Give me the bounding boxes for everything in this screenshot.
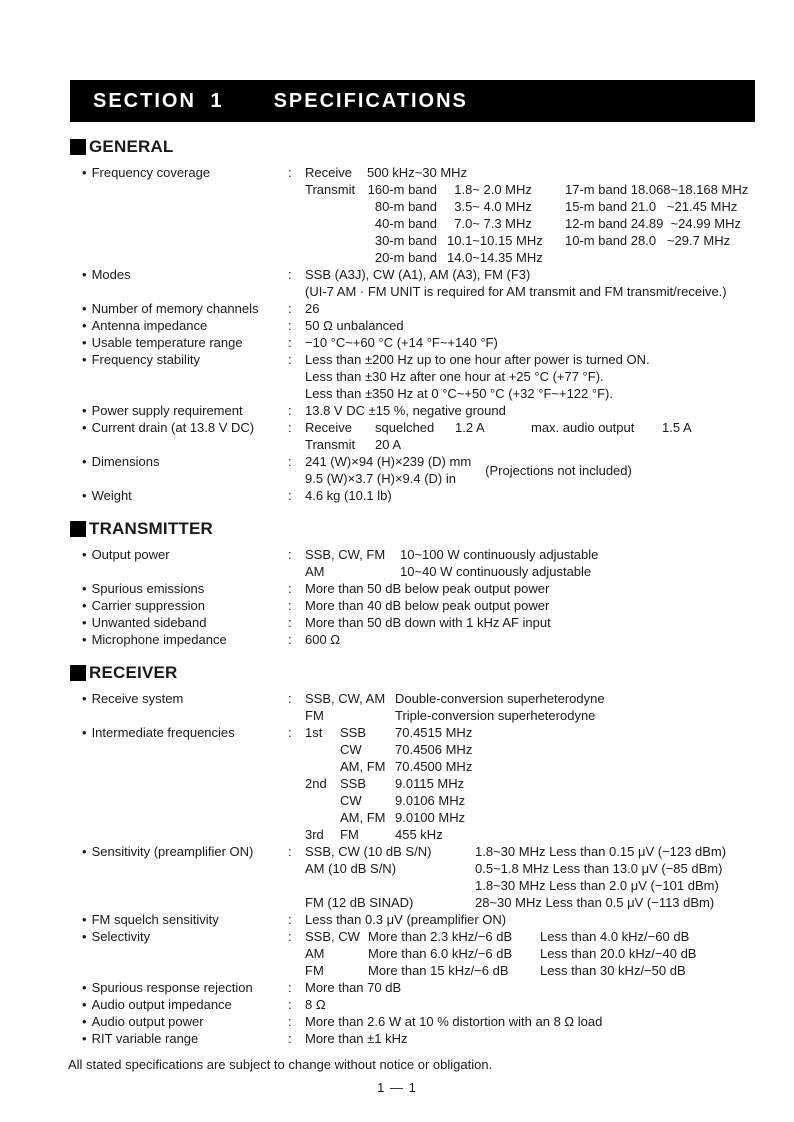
spec-value-cell: AM (10 dB S/N) xyxy=(305,861,397,876)
spec-value-cell: 455 kHz xyxy=(395,827,443,842)
spec-value-cell: FM xyxy=(305,963,324,978)
spec-value-cell: 1.8~30 MHz Less than 2.0 μV (−101 dBm) xyxy=(475,878,719,893)
spec-label xyxy=(70,979,288,996)
spec-item xyxy=(70,453,764,487)
spec-value-cell: 14.0~14.35 MHz xyxy=(447,250,543,265)
spec-value-cell: 1st xyxy=(305,725,323,740)
bullet-marker: • xyxy=(82,403,87,418)
spec-label xyxy=(70,402,288,419)
spec-value-line xyxy=(305,334,764,351)
dimensions-row xyxy=(305,453,632,487)
spec-value-cell: More than 2.3 kHz/−6 dB xyxy=(368,929,513,944)
spec-item xyxy=(70,164,764,266)
spec-value xyxy=(305,1030,764,1047)
colon-separator: : xyxy=(288,691,292,706)
spec-value-cell: 70.4500 MHz xyxy=(395,759,473,774)
spec-value-line xyxy=(305,283,764,300)
spec-value-line xyxy=(305,962,764,979)
bullet-marker: • xyxy=(82,598,87,613)
colon-separator: : xyxy=(288,267,292,282)
spec-label xyxy=(70,724,288,741)
spec-item xyxy=(70,911,764,928)
spec-value-cell: 17-m band 18.068~18.168 MHz xyxy=(565,182,749,197)
spec-value xyxy=(305,266,764,300)
section-receiver xyxy=(70,663,764,1047)
spec-value-cell: Less than ±200 Hz up to one hour after power is turned ON. xyxy=(305,352,650,367)
spec-value-line xyxy=(305,707,764,724)
spec-label-text: Sensitivity (preamplifier ON) xyxy=(91,844,254,859)
spec-value-cell: FM (12 dB SINAD) xyxy=(305,895,414,910)
spec-value-cell: CW xyxy=(340,742,362,757)
spec-value-line xyxy=(305,181,764,198)
spec-value xyxy=(305,690,764,724)
bullet-marker: • xyxy=(82,980,87,995)
spec-label xyxy=(70,1013,288,1030)
spec-label-text: Audio output impedance xyxy=(91,997,232,1012)
spec-label-text: Antenna impedance xyxy=(91,318,208,333)
spec-value-line xyxy=(305,996,764,1013)
spec-value-cell: 500 kHz~30 MHz xyxy=(367,165,468,180)
footer-note: All stated specifications are subject to change without notice or obligation. xyxy=(68,1057,493,1072)
spec-item xyxy=(70,487,764,504)
bullet-marker: • xyxy=(82,488,87,503)
spec-value-cell: 3.5~ 4.0 MHz xyxy=(447,199,532,214)
bullet-marker: • xyxy=(82,454,87,469)
spec-label-text: Output power xyxy=(91,547,170,562)
spec-label-text: Carrier suppression xyxy=(91,598,205,613)
spec-value-cell: More than 40 dB below peak output power xyxy=(305,598,550,613)
spec-value-cell: 12-m band 24.89 ~24.99 MHz xyxy=(565,216,741,231)
spec-label xyxy=(70,580,288,597)
spec-value-cell: 600 Ω xyxy=(305,632,341,647)
black-square-marker xyxy=(70,521,86,537)
spec-value-cell: 1.8~ 2.0 MHz xyxy=(447,182,532,197)
spec-value-cell: 13.8 V DC ±15 %, negative ground xyxy=(305,403,506,418)
spec-label xyxy=(70,300,288,317)
colon-separator: : xyxy=(288,318,292,333)
spec-value-cell: 9.0106 MHz xyxy=(395,793,466,808)
spec-value xyxy=(305,453,471,487)
spec-value-line xyxy=(305,1030,764,1047)
colon-separator: : xyxy=(288,165,292,180)
colon-separator: : xyxy=(288,980,292,995)
spec-value-cell: 10~100 W continuously adjustable xyxy=(400,547,599,562)
spec-value-cell: More than 50 dB below peak output power xyxy=(305,581,550,596)
bullet-marker: • xyxy=(82,615,87,630)
colon-separator: : xyxy=(288,488,292,503)
spec-value-cell: FM xyxy=(340,827,359,842)
spec-value-line xyxy=(305,232,764,249)
spec-item xyxy=(70,724,764,843)
spec-value xyxy=(305,996,764,1013)
spec-value-line xyxy=(305,436,764,453)
spec-value-cell: 28~30 MHz Less than 0.5 μV (−113 dBm) xyxy=(475,895,715,910)
spec-value-line xyxy=(305,402,764,419)
spec-value-cell: More than 2.6 W at 10 % distortion with an 8 Ω load xyxy=(305,1014,603,1029)
spec-value-line xyxy=(305,894,764,911)
spec-value-line xyxy=(305,775,764,792)
bullet-marker: • xyxy=(82,581,87,596)
spec-value-cell: 26 xyxy=(305,301,320,316)
spec-value-cell: Less than 30 kHz/−50 dB xyxy=(540,963,686,978)
bullet-marker: • xyxy=(82,547,87,562)
spec-value-cell: CW xyxy=(340,793,362,808)
section-general xyxy=(70,137,764,504)
spec-value-line xyxy=(305,453,471,470)
bullet-marker: • xyxy=(82,912,87,927)
spec-label xyxy=(70,996,288,1013)
spec-value-cell: More than 15 kHz/−6 dB xyxy=(368,963,509,978)
spec-value-cell: FM xyxy=(305,708,324,723)
spec-item xyxy=(70,351,764,402)
section-transmitter xyxy=(70,519,764,648)
spec-item xyxy=(70,843,764,911)
specifications-content xyxy=(70,137,764,1047)
spec-value-line xyxy=(305,741,764,758)
spec-label xyxy=(70,1030,288,1047)
spec-value-cell: 50 Ω unbalanced xyxy=(305,318,404,333)
spec-value xyxy=(305,317,764,334)
black-square-marker xyxy=(70,139,86,155)
spec-label xyxy=(70,843,288,860)
spec-item xyxy=(70,597,764,614)
spec-label xyxy=(70,164,288,181)
spec-label-text: Power supply requirement xyxy=(91,403,243,418)
spec-item xyxy=(70,928,764,979)
spec-value-cell: 20 A xyxy=(375,437,402,452)
spec-label-text: Spurious response rejection xyxy=(91,980,253,995)
spec-item xyxy=(70,614,764,631)
spec-item xyxy=(70,266,764,300)
spec-label-text: Microphone impedance xyxy=(91,632,227,647)
section-heading-general xyxy=(70,137,764,157)
spec-value xyxy=(305,911,764,928)
spec-value-cell: 9.0100 MHz xyxy=(395,810,466,825)
spec-label-text: Selectivity xyxy=(91,929,151,944)
page-number: 1 — 1 xyxy=(377,1080,417,1095)
spec-value-cell: More than 70 dB xyxy=(305,980,402,995)
spec-value xyxy=(305,300,764,317)
spec-item xyxy=(70,334,764,351)
spec-label xyxy=(70,597,288,614)
spec-value-cell: 15-m band 21.0 ~21.45 MHz xyxy=(565,199,738,214)
colon-separator: : xyxy=(288,615,292,630)
colon-separator: : xyxy=(288,997,292,1012)
spec-label-text: FM squelch sensitivity xyxy=(91,912,219,927)
colon-separator: : xyxy=(288,725,292,740)
spec-value-cell: Receive xyxy=(305,420,352,435)
bullet-marker: • xyxy=(82,352,87,367)
bullet-marker: • xyxy=(82,725,87,740)
bullet-marker: • xyxy=(82,335,87,350)
spec-value-line xyxy=(305,546,764,563)
colon-separator: : xyxy=(288,912,292,927)
projections-note: (Projections not included) xyxy=(485,462,632,478)
spec-value-cell: More than 50 dB down with 1 kHz AF input xyxy=(305,615,551,630)
spec-label-text: Intermediate frequencies xyxy=(91,725,235,740)
spec-item xyxy=(70,300,764,317)
spec-value-cell: 3rd xyxy=(305,827,324,842)
spec-label xyxy=(70,334,288,351)
spec-label-text: Weight xyxy=(91,488,132,503)
spec-value-line xyxy=(305,563,764,580)
spec-value-line xyxy=(305,198,764,215)
spec-value xyxy=(305,580,764,597)
spec-value-cell: 0.5~1.8 MHz Less than 13.0 μV (−85 dBm) xyxy=(475,861,723,876)
spec-value xyxy=(305,487,764,504)
spec-value-cell: SSB (A3J), CW (A1), AM (A3), FM (F3) xyxy=(305,267,531,282)
colon-separator: : xyxy=(288,403,292,418)
spec-value-cell: AM, FM xyxy=(340,810,386,825)
spec-value-line xyxy=(305,249,764,266)
spec-value-line xyxy=(305,300,764,317)
spec-value-cell: 9.5 (W)×3.7 (H)×9.4 (D) in xyxy=(305,471,456,486)
section-header-bar xyxy=(70,80,755,122)
spec-value xyxy=(305,631,764,648)
spec-value xyxy=(305,351,764,402)
spec-value-cell: Less than ±30 Hz after one hour at +25 °C (+77 °F). xyxy=(305,369,604,384)
section-number-label: SECTION 1 xyxy=(93,89,224,112)
spec-value-line xyxy=(305,1013,764,1030)
spec-label xyxy=(70,928,288,945)
spec-value-cell: Less than 0.3 μV (preamplifier ON) xyxy=(305,912,507,927)
spec-value-cell: 10-m band 28.0 ~29.7 MHz xyxy=(565,233,731,248)
section-title: RECEIVER xyxy=(89,663,178,682)
spec-value-cell: More than 6.0 kHz/−6 dB xyxy=(368,946,513,961)
section-heading-receiver xyxy=(70,663,764,683)
bullet-marker: • xyxy=(82,997,87,1012)
spec-value-line xyxy=(305,580,764,597)
colon-separator: : xyxy=(288,598,292,613)
spec-value xyxy=(305,843,764,911)
bullet-marker: • xyxy=(82,691,87,706)
spec-label xyxy=(70,266,288,283)
spec-value-line xyxy=(305,792,764,809)
spec-value xyxy=(305,402,764,419)
spec-value-line xyxy=(305,351,764,368)
colon-separator: : xyxy=(288,1031,292,1046)
bullet-marker: • xyxy=(82,844,87,859)
colon-separator: : xyxy=(288,581,292,596)
spec-label-text: Number of memory channels xyxy=(91,301,259,316)
spec-value xyxy=(305,546,764,580)
colon-separator: : xyxy=(288,352,292,367)
spec-value-cell: AM xyxy=(305,564,325,579)
spec-value-cell: 80-m band xyxy=(374,199,437,214)
spec-item xyxy=(70,979,764,996)
spec-item xyxy=(70,419,764,453)
spec-label xyxy=(70,631,288,648)
spec-value-line xyxy=(305,368,764,385)
colon-separator: : xyxy=(288,420,292,435)
spec-label xyxy=(70,317,288,334)
spec-item xyxy=(70,402,764,419)
spec-value-line xyxy=(305,928,764,945)
spec-label xyxy=(70,453,288,470)
colon-separator: : xyxy=(288,547,292,562)
spec-value-line xyxy=(305,487,764,504)
spec-value-cell: 30-m band xyxy=(374,233,437,248)
spec-value-cell: 241 (W)×94 (H)×239 (D) mm xyxy=(305,454,472,469)
spec-value-line xyxy=(305,317,764,334)
black-square-marker xyxy=(70,665,86,681)
spec-value-line xyxy=(305,843,764,860)
spec-value-cell: Double-conversion superheterodyne xyxy=(395,691,605,706)
spec-label-text: Receive system xyxy=(91,691,184,706)
spec-value-line xyxy=(305,945,764,962)
spec-value-cell: Receive xyxy=(305,165,352,180)
spec-label xyxy=(70,546,288,563)
spec-value-cell: 8 Ω xyxy=(305,997,326,1012)
spec-label-text: Frequency stability xyxy=(91,352,200,367)
spec-value-line xyxy=(305,860,764,877)
spec-value-line xyxy=(305,631,764,648)
spec-label-text: Modes xyxy=(91,267,131,282)
spec-value-line xyxy=(305,597,764,614)
bullet-marker: • xyxy=(82,929,87,944)
spec-label xyxy=(70,351,288,368)
spec-item xyxy=(70,631,764,648)
spec-value-line xyxy=(305,164,764,181)
spec-value-line xyxy=(305,215,764,232)
spec-value-cell: Less than 4.0 kHz/−60 dB xyxy=(540,929,690,944)
spec-value xyxy=(305,419,764,453)
spec-value xyxy=(305,614,764,631)
spec-value xyxy=(305,724,764,843)
spec-value-cell: 70.4515 MHz xyxy=(395,725,473,740)
spec-label-text: Dimensions xyxy=(91,454,160,469)
spec-value-cell: SSB, CW (10 dB S/N) xyxy=(305,844,432,859)
spec-value-cell: More than ±1 kHz xyxy=(305,1031,408,1046)
spec-value xyxy=(305,928,764,979)
spec-value xyxy=(305,1013,764,1030)
spec-value xyxy=(305,979,764,996)
spec-value-cell: 160-m band xyxy=(367,182,437,197)
spec-value-line xyxy=(305,614,764,631)
spec-value-cell: SSB, CW xyxy=(305,929,360,944)
spec-value-line xyxy=(305,724,764,741)
spec-value-cell: 1.2 A xyxy=(455,420,485,435)
spec-value-cell: SSB, CW, AM xyxy=(305,691,386,706)
spec-value-cell: squelched xyxy=(375,420,435,435)
sections xyxy=(70,137,764,1047)
spec-label xyxy=(70,614,288,631)
spec-item xyxy=(70,546,764,580)
spec-value-line xyxy=(305,809,764,826)
colon-separator: : xyxy=(288,335,292,350)
spec-value-cell: 20-m band xyxy=(374,250,437,265)
bullet-marker: • xyxy=(82,420,87,435)
spec-item xyxy=(70,690,764,724)
spec-value-cell: AM, FM xyxy=(340,759,386,774)
bullet-marker: • xyxy=(82,318,87,333)
section-title: GENERAL xyxy=(89,137,174,156)
spec-value xyxy=(305,597,764,614)
bullet-marker: • xyxy=(82,632,87,647)
spec-value-cell: 40-m band xyxy=(374,216,437,231)
spec-value-cell: 9.0115 MHz xyxy=(395,776,465,791)
spec-label-text: Current drain (at 13.8 V DC) xyxy=(91,420,255,435)
spec-value-cell: Transmit xyxy=(305,437,356,452)
spec-value-cell: −10 °C~+60 °C (+14 °F~+140 °F) xyxy=(305,335,498,350)
spec-value-cell: SSB, CW, FM xyxy=(305,547,386,562)
spec-value xyxy=(305,334,764,351)
spec-value xyxy=(305,164,764,266)
bullet-marker: • xyxy=(82,267,87,282)
bullet-marker: • xyxy=(82,1031,87,1046)
spec-value-cell: Less than 20.0 kHz/−40 dB xyxy=(540,946,697,961)
spec-label xyxy=(70,911,288,928)
spec-label-text: Frequency coverage xyxy=(91,165,211,180)
spec-value-line xyxy=(305,385,764,402)
spec-label xyxy=(70,487,288,504)
bullet-marker: • xyxy=(82,165,87,180)
spec-label xyxy=(70,419,288,436)
colon-separator: : xyxy=(288,929,292,944)
spec-item xyxy=(70,1030,764,1047)
spec-value-line xyxy=(305,979,764,996)
spec-item xyxy=(70,317,764,334)
spec-item xyxy=(70,580,764,597)
spec-value-cell: Less than ±350 Hz at 0 °C~+50 °C (+32 °F~+122 °F). xyxy=(305,386,613,401)
spec-item xyxy=(70,1013,764,1030)
spec-value-cell: 10.1~10.15 MHz xyxy=(447,233,543,248)
spec-value-cell: SSB xyxy=(340,776,367,791)
spec-label xyxy=(70,690,288,707)
section-heading-transmitter xyxy=(70,519,764,539)
spec-value-line xyxy=(305,877,764,894)
spec-label-text: Audio output power xyxy=(91,1014,204,1029)
section-title: TRANSMITTER xyxy=(89,519,214,538)
spec-value-line xyxy=(305,911,764,928)
spec-value-cell: AM xyxy=(305,946,325,961)
spec-value-cell: 10~40 W continuously adjustable xyxy=(400,564,592,579)
spec-value-line xyxy=(305,470,471,487)
spec-value-cell: 1.5 A xyxy=(662,420,692,435)
colon-separator: : xyxy=(288,844,292,859)
spec-value-cell: 7.0~ 7.3 MHz xyxy=(447,216,532,231)
spec-value-cell: 2nd xyxy=(305,776,327,791)
spec-item xyxy=(70,996,764,1013)
colon-separator: : xyxy=(288,632,292,647)
spec-value-cell: (UI-7 AM · FM UNIT is required for AM transmit and FM transmit/receive.) xyxy=(305,284,727,299)
spec-label-text: Usable temperature range xyxy=(91,335,243,350)
spec-value-line xyxy=(305,826,764,843)
spec-value-cell: 4.6 kg (10.1 lb) xyxy=(305,488,392,503)
colon-separator: : xyxy=(288,301,292,316)
spec-label-text: RIT variable range xyxy=(91,1031,199,1046)
spec-value-cell: max. audio output xyxy=(531,420,635,435)
spec-value-line xyxy=(305,690,764,707)
spec-label-text: Unwanted sideband xyxy=(91,615,207,630)
colon-separator: : xyxy=(288,1014,292,1029)
page-title: SPECIFICATIONS xyxy=(273,89,468,112)
spec-value-line xyxy=(305,758,764,775)
spec-value-line xyxy=(305,266,764,283)
spec-label-text: Spurious emissions xyxy=(91,581,205,596)
colon-separator: : xyxy=(288,454,292,469)
spec-value-cell: 70.4506 MHz xyxy=(395,742,473,757)
bullet-marker: • xyxy=(82,301,87,316)
spec-value-cell: Triple-conversion superheterodyne xyxy=(395,708,596,723)
spec-value-cell: Transmit xyxy=(305,182,356,197)
spec-value-cell: 1.8~30 MHz Less than 0.15 μV (−123 dBm) xyxy=(475,844,727,859)
spec-value-line xyxy=(305,419,764,436)
spec-value-cell: SSB xyxy=(340,725,367,740)
bullet-marker: • xyxy=(82,1014,87,1029)
